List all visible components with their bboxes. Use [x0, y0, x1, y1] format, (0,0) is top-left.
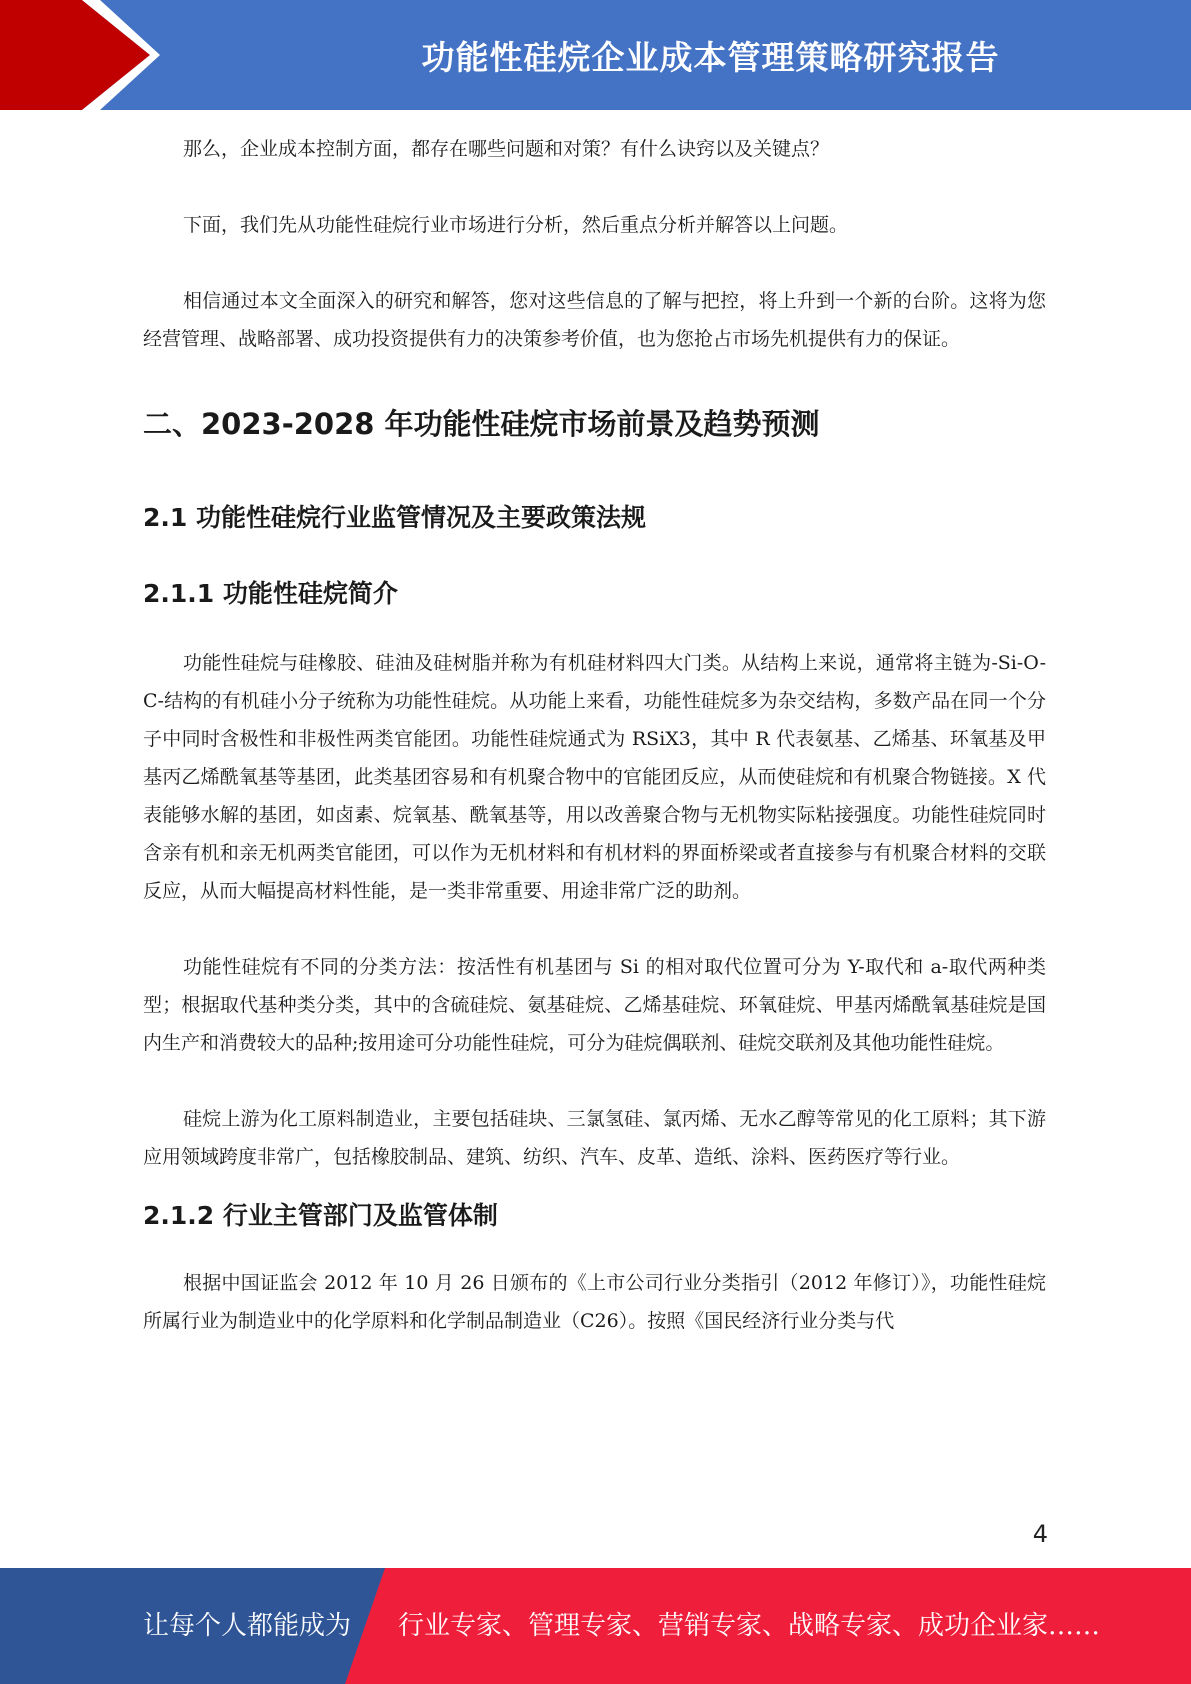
header-banner: [0, 0, 1191, 110]
intro-paragraph-1: 那么，企业成本控制方面，都存在哪些问题和对策？有什么诀窍以及关键点？: [183, 138, 830, 160]
footer-banner: [0, 1568, 1191, 1684]
intro-paragraph-3: 相信通过本文全面深入的研究和解答，您对这些信息的了解与把控，将上升到一个新的台阶。这将为您经营管理、战略部署、成功投资提供有力的决策参考价值，也为您抢占市场先机提供有力的保证。: [143, 290, 1046, 350]
footer-slogan-right: 行业专家、管理专家、营销专家、战略专家、成功企业家……: [398, 1611, 1101, 1641]
section-heading-2-1-2: 2.1.2 行业主管部门及监管体制: [143, 1201, 498, 1230]
page-number: 4: [1032, 1520, 1048, 1548]
body-paragraph: 功能性硅烷有不同的分类方法：按活性有机基团与 Si 的相对取代位置可分为 Y-取代和 a-取代两种类型；根据取代基种类分类，其中的含硫硅烷、氨基硅烷、乙烯基硅烷、环氧硅烷、甲基丙烯酰氧基硅烷是国内生产和消费较大的品种;按用途可分功能性硅烷，可分为硅烷偶联剂、硅烷交联剂及其他功能性硅烷。: [143, 956, 1046, 1054]
body-paragraph: 功能性硅烷与硅橡胶、硅油及硅树脂并称为有机硅材料四大门类。从结构上来说，通常将主链为-Si-O-C-结构的有机硅小分子统称为功能性硅烷。从功能上来看，功能性硅烷多为杂交结构，多数产品在同一个分子中同时含极性和非极性两类官能团。功能性硅烷通式为 RSiX3，其中 R 代表氨基、乙烯基、环氧基及甲基丙乙烯酰氧基等基团，此类基团容易和有机聚合物中的官能团反应，从而使硅烷和有机聚合物链接。X 代表能够水解的基团，如卤素、烷氧基、酰氧基等，用以改善聚合物与无机物实际粘接强度。功能性硅烷同时含亲有机和亲无机两类官能团，可以作为无机材料和有机材料的界面桥梁或者直接参与有机聚合材料的交联反应，从而大幅提高材料性能，是一类非常重要、用途非常广泛的助剂。: [143, 652, 1046, 902]
intro-paragraph-2: 下面，我们先从功能性硅烷行业市场进行分析，然后重点分析并解答以上问题。: [183, 214, 849, 236]
section-heading-2-1-1: 2.1.1 功能性硅烷简介: [143, 579, 398, 608]
body-paragraph: 根据中国证监会 2012 年 10 月 26 日颁布的《上市公司行业分类指引（2012 年修订）》，功能性硅烷所属行业为制造业中的化学原料和化学制品制造业（C26）。按照《国民经济行业分类与代: [143, 1272, 1046, 1332]
report-title: 功能性硅烷企业成本管理策略研究报告: [421, 37, 1000, 77]
section-heading-2-1: 2.1 功能性硅烷行业监管情况及主要政策法规: [143, 503, 646, 532]
footer-slogan-left: 让每个人都能成为: [143, 1611, 352, 1641]
document-body: [143, 130, 1046, 1340]
body-paragraph: 硅烷上游为化工原料制造业，主要包括硅块、三氯氢硅、氯丙烯、无水乙醇等常见的化工原料；其下游应用领域跨度非常广，包括橡胶制品、建筑、纺织、汽车、皮革、造纸、涂料、医药医疗等行业。: [143, 1108, 1046, 1168]
section-heading-2: 二、2023-2028 年功能性硅烷市场前景及趋势预测: [143, 407, 820, 441]
